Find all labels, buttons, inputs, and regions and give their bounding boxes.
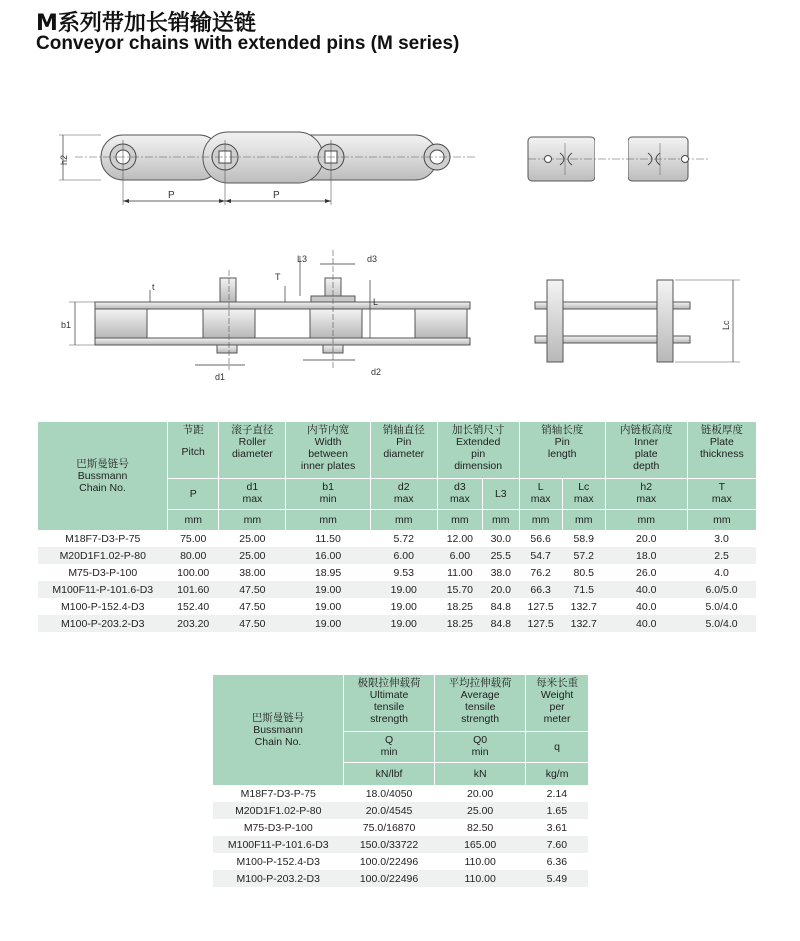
table-cell: 84.8 bbox=[483, 615, 520, 632]
table-cell: 40.0 bbox=[605, 581, 687, 598]
table-cell: 127.5 bbox=[527, 600, 554, 613]
sym-L3: L3 bbox=[483, 479, 520, 510]
table-cell: 76.2 bbox=[530, 566, 551, 579]
table-cell: 20.0 bbox=[636, 532, 657, 545]
table-cell: 6.36 bbox=[546, 855, 568, 868]
table-cell: 11.00 bbox=[447, 566, 473, 579]
col-chain-no-header: 巴斯曼链号 Bussmann Chain No. bbox=[213, 675, 344, 785]
table-cell: 7.60 bbox=[526, 836, 588, 853]
table-cell: 47.50 bbox=[239, 600, 266, 613]
table-cell: 66.3 bbox=[519, 581, 562, 598]
table-cell: 6.0/5.0 bbox=[687, 581, 756, 598]
table-cell: 6.00 bbox=[437, 547, 482, 564]
label-L: L bbox=[373, 297, 379, 307]
chain-pin-length-drawing bbox=[525, 270, 755, 370]
table-cell: 75.0/16870 bbox=[362, 821, 416, 834]
col-roller-header: 滚子直径 Roller diameter bbox=[219, 422, 286, 479]
label-h2: h2 bbox=[59, 154, 69, 165]
table-cell: 5.0/4.0 bbox=[705, 600, 738, 613]
unit: mm bbox=[605, 510, 687, 531]
label-d2: d2 bbox=[371, 367, 382, 377]
table-cell: 5.0/4.0 bbox=[687, 615, 756, 632]
table-cell: 40.0 bbox=[605, 615, 687, 632]
table-cell: 18.0/4050 bbox=[365, 787, 413, 800]
table-cell: 15.70 bbox=[437, 581, 482, 598]
col-average-strength-header: 平均拉伸载荷 Average tensile strength bbox=[435, 675, 526, 732]
sym-d3: d3 max bbox=[437, 479, 482, 510]
table-cell: 100.00 bbox=[177, 566, 210, 579]
unit: kg/m bbox=[526, 763, 588, 786]
table-cell: 25.00 bbox=[219, 547, 286, 564]
table-row bbox=[38, 547, 756, 564]
table-cell: 56.6 bbox=[530, 532, 551, 545]
table-row bbox=[38, 564, 756, 581]
table-row bbox=[38, 530, 756, 547]
table-cell: 71.5 bbox=[562, 581, 605, 598]
table-cell: 11.50 bbox=[315, 532, 341, 545]
chain-no-cell: M18F7-D3-P-75 bbox=[65, 532, 141, 545]
unit: kN bbox=[435, 763, 526, 786]
table-cell: 18.25 bbox=[437, 615, 482, 632]
unit: mm bbox=[437, 510, 482, 531]
table-cell: 26.0 bbox=[636, 566, 657, 579]
col-pitch-header: 节距 Pitch bbox=[168, 422, 219, 479]
table-cell: 2.5 bbox=[687, 547, 756, 564]
chain-no-cell: M100-P-203.2-D3 bbox=[213, 870, 344, 887]
label-d1: d1 bbox=[215, 372, 226, 382]
table-cell: 19.00 bbox=[370, 581, 437, 598]
label-t: t bbox=[152, 282, 155, 292]
table-cell: 19.00 bbox=[314, 600, 342, 613]
table-cell: 80.5 bbox=[573, 566, 594, 579]
chain-no-cell: M20D1F1.02-P-80 bbox=[213, 802, 344, 819]
table-row bbox=[38, 598, 756, 615]
table-cell: 18.25 bbox=[446, 600, 473, 613]
sym-d2: d2 max bbox=[370, 479, 437, 510]
col-weight-header: 每米长重 Weight per meter bbox=[526, 675, 588, 732]
table-cell: 2.14 bbox=[546, 787, 568, 800]
table-cell: 127.5 bbox=[519, 615, 562, 632]
sym-L: L max bbox=[519, 479, 562, 510]
col-ultimate-strength-header: 极限拉伸载荷 Ultimate tensile strength bbox=[344, 675, 435, 732]
unit: mm bbox=[519, 510, 562, 531]
table-cell: 16.00 bbox=[286, 547, 370, 564]
sym-q: q bbox=[526, 732, 588, 763]
label-pitch-1: P bbox=[168, 190, 175, 201]
table-cell: 100.0/22496 bbox=[344, 870, 435, 887]
table-cell: 38.00 bbox=[239, 566, 266, 579]
chain-no-cell: M100F11-P-101.6-D3 bbox=[38, 581, 168, 598]
table-cell: 54.7 bbox=[519, 547, 562, 564]
table-cell: 132.7 bbox=[562, 615, 605, 632]
col-pin-length-header: 销轴长度 Pin length bbox=[519, 422, 605, 479]
table-cell: 101.60 bbox=[168, 581, 219, 598]
sym-P: P bbox=[168, 479, 219, 510]
chain-no-cell: M75-D3-P-100 bbox=[68, 566, 138, 579]
table-cell: 19.00 bbox=[286, 581, 370, 598]
unit: mm bbox=[168, 510, 219, 531]
table-cell: 30.0 bbox=[490, 532, 512, 545]
col-plate-depth-header: 内链板高度 Inner plate depth bbox=[605, 422, 687, 479]
table-row bbox=[213, 802, 588, 819]
label-Lc: Lc bbox=[721, 320, 731, 330]
sym-Q0: Q0 min bbox=[435, 732, 526, 763]
table-row bbox=[213, 853, 588, 870]
unit: mm bbox=[483, 510, 520, 531]
chain-no-cell: M18F7-D3-P-75 bbox=[240, 787, 316, 800]
table-cell: 84.8 bbox=[490, 600, 512, 613]
table-cell: 40.0 bbox=[636, 600, 657, 613]
chain-no-cell: M100F11-P-101.6-D3 bbox=[213, 836, 344, 853]
chain-no-cell: M75-D3-P-100 bbox=[243, 821, 313, 834]
table-cell: 203.20 bbox=[168, 615, 219, 632]
table-cell: 20.0 bbox=[483, 581, 520, 598]
table-cell: 152.40 bbox=[177, 600, 210, 613]
table-row bbox=[213, 836, 588, 853]
table-cell: 100.0/22496 bbox=[359, 855, 419, 868]
table-row bbox=[213, 785, 588, 802]
table-cell: 82.50 bbox=[467, 821, 494, 834]
spec-table-dimensions bbox=[38, 422, 756, 632]
page-title-en: Conveyor chains with extended pins (M series) bbox=[36, 33, 460, 54]
table-cell: 110.00 bbox=[435, 870, 526, 887]
label-T: T bbox=[275, 272, 281, 282]
spec-table-strength bbox=[213, 675, 588, 887]
chain-no-cell: M20D1F1.02-P-80 bbox=[38, 547, 168, 564]
table-cell: 19.00 bbox=[390, 600, 417, 613]
table-cell: 3.61 bbox=[546, 821, 568, 834]
table-cell: 110.00 bbox=[464, 855, 496, 868]
table-cell: 150.0/33722 bbox=[344, 836, 435, 853]
sym-d1: d1 max bbox=[219, 479, 286, 510]
table-cell: 12.00 bbox=[446, 532, 473, 545]
table-cell: 5.72 bbox=[393, 532, 414, 545]
chain-no-cell: M100-P-203.2-D3 bbox=[38, 615, 168, 632]
page-title-cn: M系列带加长销输送链 bbox=[36, 11, 256, 36]
chain-top-view-drawing bbox=[55, 250, 495, 390]
table-cell: 25.5 bbox=[483, 547, 520, 564]
unit: mm bbox=[562, 510, 605, 531]
col-pin-diameter-header: 销轴直径 Pin diameter bbox=[370, 422, 437, 479]
unit: mm bbox=[219, 510, 286, 531]
table-cell: 6.00 bbox=[370, 547, 437, 564]
label-b1: b1 bbox=[61, 320, 72, 330]
table-row bbox=[38, 581, 756, 598]
table-cell: 47.50 bbox=[219, 615, 286, 632]
unit: mm bbox=[286, 510, 370, 531]
table-cell: 3.0 bbox=[714, 532, 729, 545]
table-cell: 4.0 bbox=[714, 566, 729, 579]
chain-no-cell: M100-P-152.4-D3 bbox=[236, 855, 320, 868]
unit: kN/lbf bbox=[344, 763, 435, 786]
table-cell: 19.00 bbox=[370, 615, 437, 632]
table-row bbox=[213, 870, 588, 887]
table-cell: 9.53 bbox=[393, 566, 414, 579]
table-cell: 25.00 bbox=[435, 802, 526, 819]
unit: mm bbox=[687, 510, 756, 531]
table-cell: 57.2 bbox=[562, 547, 605, 564]
chain-side-view-drawing bbox=[55, 125, 495, 225]
table-cell: 80.00 bbox=[168, 547, 219, 564]
table-cell: 165.00 bbox=[435, 836, 526, 853]
table-cell: 75.00 bbox=[180, 532, 207, 545]
label-L3: L3 bbox=[297, 254, 308, 264]
chain-plate-detail-drawing bbox=[520, 125, 720, 195]
table-cell: 18.95 bbox=[314, 566, 342, 579]
table-cell: 20.0/4545 bbox=[344, 802, 435, 819]
label-pitch-2: P bbox=[273, 190, 280, 201]
sym-h2: h2 max bbox=[605, 479, 687, 510]
table-row bbox=[38, 615, 756, 632]
col-chain-no-header: 巴斯曼链号 Bussmann Chain No. bbox=[38, 422, 168, 530]
table-cell: 20.00 bbox=[467, 787, 494, 800]
table-cell: 25.00 bbox=[239, 532, 266, 545]
chain-no-cell: M100-P-152.4-D3 bbox=[61, 600, 145, 613]
table-cell: 38.0 bbox=[490, 566, 512, 579]
table-cell: 132.7 bbox=[570, 600, 597, 613]
sym-Q: Q min bbox=[344, 732, 435, 763]
unit: mm bbox=[370, 510, 437, 531]
table-cell: 58.9 bbox=[573, 532, 594, 545]
col-plate-thickness-header: 链板厚度 Plate thickness bbox=[687, 422, 756, 479]
sym-b1: b1 min bbox=[286, 479, 370, 510]
col-extended-pin-header: 加长销尺寸 Extended pin dimension bbox=[437, 422, 519, 479]
table-cell: 19.00 bbox=[286, 615, 370, 632]
table-cell: 5.49 bbox=[526, 870, 588, 887]
table-row bbox=[213, 819, 588, 836]
table-cell: 47.50 bbox=[219, 581, 286, 598]
sym-T: T max bbox=[687, 479, 756, 510]
table-cell: 18.0 bbox=[605, 547, 687, 564]
label-d3: d3 bbox=[367, 254, 378, 264]
col-width-header: 内节内宽 Width between inner plates bbox=[286, 422, 370, 479]
sym-Lc: Lc max bbox=[562, 479, 605, 510]
table-cell: 1.65 bbox=[526, 802, 588, 819]
